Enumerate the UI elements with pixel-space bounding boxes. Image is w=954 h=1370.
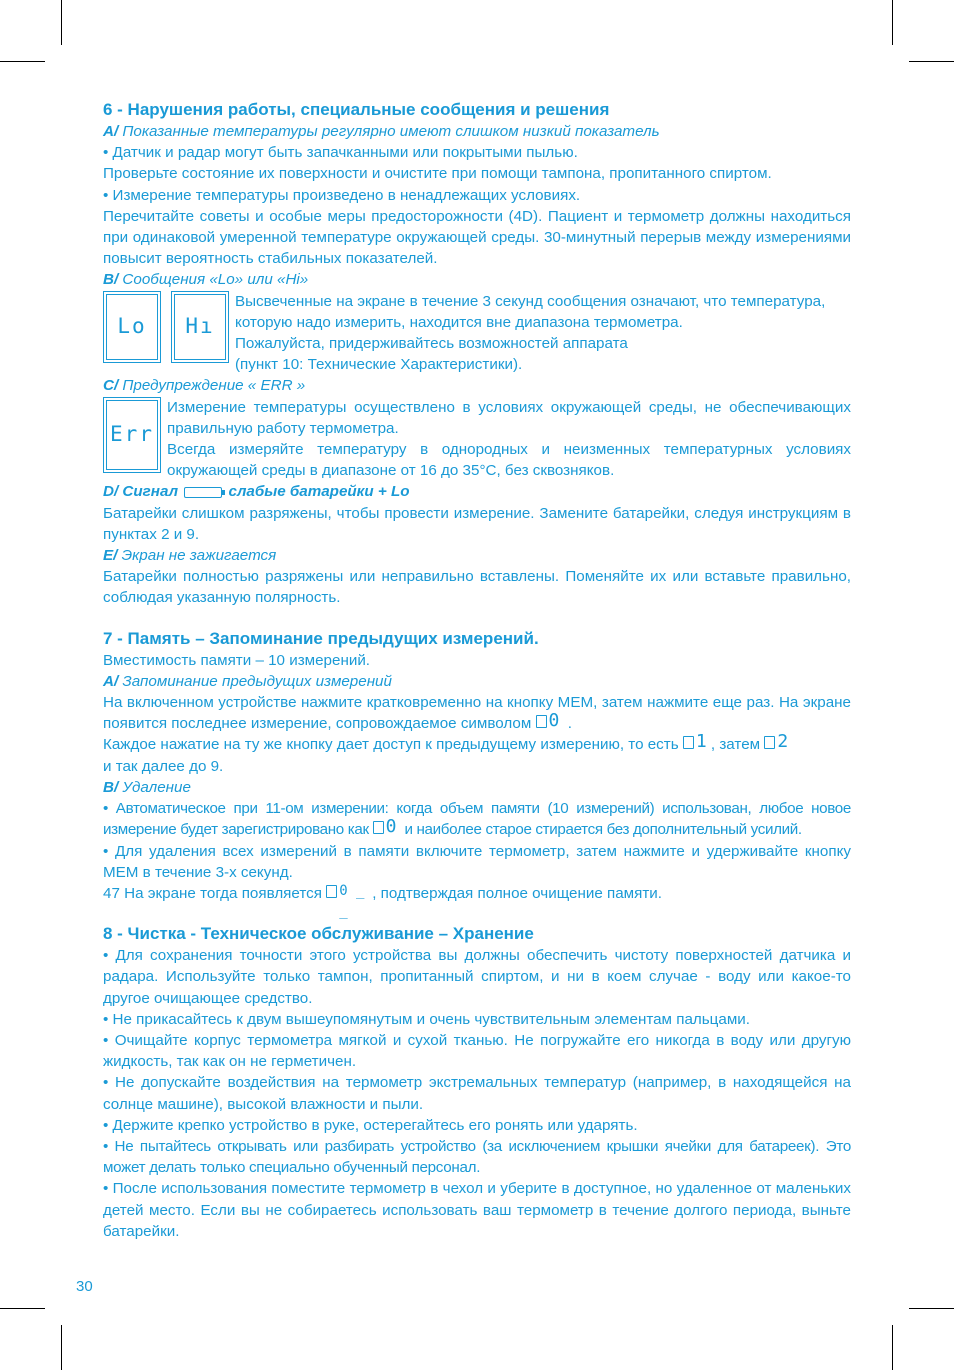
section-8-p2: • Не прикасайтесь к двум вышеупомянутым и очень чувствительным элементам пальцами. — [103, 1010, 750, 1028]
section-7a-marker: A/ — [103, 672, 119, 690]
lcd-hi-screen: Hı — [174, 294, 226, 360]
section-7b-p1-end: и наиболее старое стирается без дополнительный усилий. — [404, 821, 802, 839]
battery-low-icon — [184, 487, 222, 498]
lcd-hi-display — [171, 291, 229, 363]
section-6-title: 6 - Нарушения работы, специальные сообщения и решения — [103, 100, 610, 119]
section-6d-marker: D/ — [103, 483, 119, 501]
memory-digit: 1 — [695, 731, 707, 753]
crop-mark-bottom-left-h — [0, 1308, 45, 1309]
section-7a-p1 — [103, 692, 851, 734]
memory-book-icon — [373, 821, 384, 834]
section-7a-p2-text: Каждое нажатие на ту же кнопку дает доступ к предыдущему измерению, то есть — [103, 736, 679, 754]
section-6d-heading — [103, 481, 851, 502]
section-7a-p2-end: и так далее до 9. — [103, 757, 224, 775]
memory-digit: 0 _ _ — [339, 882, 365, 919]
section-6d-title-b: слабые батарейки + Lo — [228, 483, 410, 501]
section-6d-p1: Батарейки слишком разряжены, чтобы провести измерение. Замените батарейки, следуя инструкциям в пунктах 2 и 9. — [103, 504, 851, 543]
section-6c-title: Предупреждение « ERR » — [122, 377, 306, 395]
section-7a-p1-end: . — [567, 715, 572, 733]
section-8-p5: • Держите крепко устройство в руке, остерегайтесь его ронять или ударять. — [103, 1116, 638, 1134]
section-6b-marker: B/ — [103, 271, 119, 289]
section-8-p3: • Очищайте корпус термометра мягкой и сухой тканью. Не погружайте его никогда в воду или другую жидкость, так как он не герметичен. — [103, 1031, 851, 1071]
section-7a-p2-then: , затем — [710, 736, 761, 754]
page-number: 30 — [76, 1278, 93, 1295]
memory-digit: 0 — [548, 710, 560, 732]
memory-symbol-icon — [373, 816, 401, 838]
crop-mark-top-right-h — [909, 61, 954, 62]
memory-book-icon — [764, 736, 775, 749]
lcd-err-display — [103, 397, 161, 473]
crop-mark-bottom-right-h — [909, 1308, 954, 1309]
crop-mark-bottom-left-v — [61, 1325, 62, 1370]
section-6c-heading — [103, 375, 851, 396]
section-6a-p4: Перечитайте советы и особые меры предосторожности (4D). Пациент и термометр должны находиться при одинаковой умеренной температуре окружающей среды. 30-минутный перерыв между измерениями повысит вероятность стабильных показателей. — [103, 207, 851, 268]
section-7a-p2 — [103, 731, 851, 776]
section-7b-p3 — [103, 882, 851, 919]
section-6b-p3: (пункт 10: Технические Характеристики). — [235, 356, 523, 374]
crop-mark-bottom-right-v — [892, 1325, 893, 1370]
section-6e-marker: E/ — [103, 547, 118, 565]
section-6e-heading — [103, 545, 851, 566]
section-8-p4: • Не допускайте воздействия на термометр экстремальных температур (например, в находящейся на солнце машине), высокой влажности и пыли. — [103, 1074, 851, 1113]
section-6c-p2: Всегда измеряйте температуру в однородных и неизменных температурных условиях окружающей среды в диапазоне от 16 до 35°С, без сквозняков. — [167, 441, 851, 480]
section-6b-text — [229, 291, 851, 376]
section-6b-title: Сообщения «Lo» или «Hi» — [122, 271, 309, 289]
memory-digit: 2 — [777, 731, 789, 753]
page-content — [103, 99, 851, 1242]
section-7a-p1-text: На включенном устройстве нажмите кратковременно на кнопку MEM, затем нажмите еще раз. На экране появится последнее измерение, сопровождаемое символом — [103, 694, 851, 733]
lcd-lo-display — [103, 291, 161, 363]
section-7-capacity: Вместимость памяти – 10 измерений. — [103, 651, 371, 669]
section-8-title: 8 - Чистка - Техническое обслуживание – Хранение — [103, 924, 534, 944]
section-7b-p2: • Для удаления всех измерений в памяти включите термометр, затем нажмите и удерживайте кнопку MEM в течение 3-х секунд. — [103, 842, 851, 881]
section-6d-title-a: Сигнал — [122, 483, 179, 501]
section-7a-heading — [103, 671, 851, 692]
memory-book-icon — [326, 885, 337, 898]
section-6e-title: Экран не зажигается — [121, 547, 277, 565]
section-6a-heading — [103, 121, 851, 142]
section-7b-p3-end: , подтверждая полное очищение памяти. — [372, 884, 662, 902]
crop-mark-top-left-h — [0, 61, 45, 62]
section-6b-heading — [103, 269, 851, 290]
section-6a-title: Показанные температуры регулярно имеют слишком низкий показатель — [122, 123, 660, 140]
section-6e-p1: Батарейки полностью разряжены или неправильно вставлены. Поменяйте их или вставьте правильно, соблюдая указанную полярность. — [103, 568, 851, 607]
section-7b-heading — [103, 777, 851, 798]
section-7b-p3-text: 47 На экране тогда появляется — [103, 884, 322, 902]
section-7-title: 7 - Память – Запоминание предыдущих измерений. — [103, 628, 539, 648]
memory-book-icon — [683, 736, 694, 749]
section-6b-p2: Пожалуйста, придерживайтесь возможностей аппарата — [235, 335, 628, 353]
section-7b-marker: B/ — [103, 778, 119, 796]
section-7b-title: Удаление — [122, 778, 191, 796]
memory-digit: 0 — [385, 816, 397, 838]
memory-1-icon — [683, 731, 711, 753]
lcd-lo-screen: Lo — [106, 294, 158, 360]
crop-mark-top-right-v — [892, 0, 893, 45]
lcd-err-screen: Err — [106, 400, 158, 470]
memory-2-icon — [764, 731, 792, 753]
memory-book-icon — [536, 715, 547, 728]
section-6a-p1: • Датчик и радар могут быть запачканными или покрытыми пылью. — [103, 144, 578, 162]
section-8-p7: • После использования поместите термометр в чехол и уберите в доступное, но удаленное от маленьких детей место. Если вы не собираетесь использовать ваш термометр в течение долгого периода, выньте батарейки. — [103, 1180, 851, 1240]
memory-clear-icon — [326, 882, 372, 919]
section-6c-marker: C/ — [103, 377, 119, 395]
section-7a-title: Запоминание предыдущих измерений — [122, 672, 392, 690]
section-8-p1: • Для сохранения точности этого устройства вы должны обеспечить чистоту поверхностей датчика и радара. Используйте только тампон, пропитанный спиртом, и ни в коем случае - воду или какое-то другое очищающее средство. — [103, 947, 851, 1007]
section-6a-p3: • Измерение температуры произведено в ненадлежащих условиях. — [103, 186, 581, 204]
section-6b-p1: Высвеченные на экране в течение 3 секунд сообщения означают, что температура, которую надо измерить, находится вне диапазона термометра. — [235, 292, 826, 331]
section-6a-p2: Проверьте состояние их поверхности и очистите при помощи тампона, пропитанного спиртом. — [103, 165, 772, 183]
section-6b-figure-row — [103, 291, 851, 376]
crop-mark-top-left-v — [61, 0, 62, 45]
section-6c-p1: Измерение температуры осуществлено в условиях окружающей среды, не обеспечивающих правильную работу термометра. — [167, 398, 851, 437]
section-7b-p1 — [103, 798, 851, 840]
section-6a-marker: A/ — [103, 123, 119, 140]
memory-symbol-icon — [536, 710, 564, 732]
section-7b-p1-text: • Автоматическое при 11-ом измерении: когда объем памяти (10 измерений) использован, любое новое измерение будет зарегистрировано как — [103, 800, 851, 839]
section-8-p6: • Не пытайтесь открывать или разбирать устройство (за исключением крышки ячейки для батареек). Это может делать только специально обученный персонал. — [103, 1137, 851, 1177]
section-6c-text — [161, 397, 851, 482]
section-6c-figure-row — [103, 397, 851, 482]
